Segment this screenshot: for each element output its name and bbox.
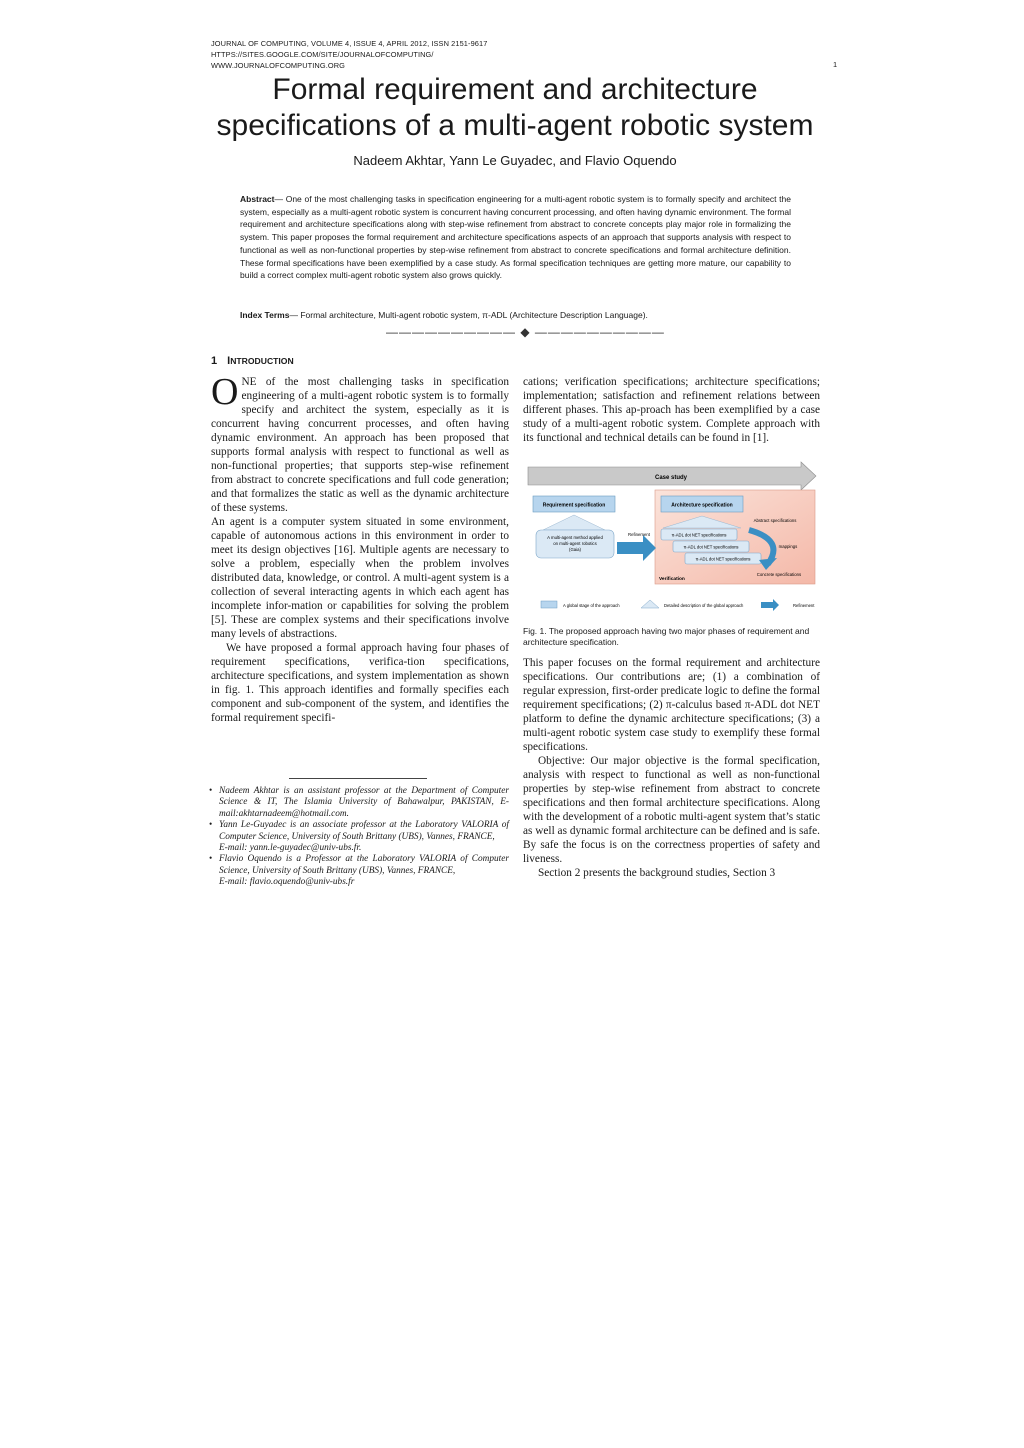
index-terms-label: Index Terms — [240, 310, 290, 320]
requirement-detail-triangle — [543, 515, 605, 530]
architecture-stage-label: Architecture specification — [671, 502, 733, 509]
legend-stage-swatch — [541, 601, 557, 608]
author-footnote — [211, 820, 509, 843]
concrete-specs-label: Concrete specifications — [756, 572, 802, 577]
footnote-rule — [289, 778, 427, 779]
legend-refinement-label: Refinement — [793, 603, 815, 608]
journal-header-line2: HTTPS://SITES.GOOGLE.COM/SITE/JOURNALOFCOMPUTING/ — [211, 50, 434, 59]
legend-refinement-swatch — [761, 599, 779, 611]
legend-stage-label: A global stage of the approach — [563, 603, 620, 608]
section-heading-introduction — [211, 355, 294, 367]
footnote-text: Yann Le-Guyadec is an associate professor at the Laboratory VALORIA of Computer Science, University of South Brittany (UBS), Vannes, FRANCE, — [219, 820, 509, 842]
footnote-text: Flavio Oquendo is a Professor at the Laboratory VALORIA of Computer Science, University of South Brittany (UBS), Vannes, FRANCE, — [219, 854, 509, 876]
drop-cap: O — [211, 371, 239, 413]
intro-paragraph-1-text: NE of the most challenging tasks in specification engineering of a multi-agent robotic system is to formally specify and architect the system, especially as it is concurrent having concurrent processes, and often having dynamic environment. An approach has been proposed that supports formal analysis with respect to functional as well as non-functional properties; that supports step-wise refinement from abstract to concrete specifications and full code generation; and that formalizes the static as well as the dynamic architecture of these systems. — [211, 376, 509, 514]
footnote-bullet: • — [209, 786, 213, 796]
footnote-text: Nadeem Akhtar is an assistant professor at the Department of Computer Science & IT, The Islamia University of Bahawalpur, PAKISTAN, E-mail:akhtarnadeem@hotmail.com. — [219, 786, 509, 819]
author-footnote — [211, 786, 509, 820]
refinement-label: Refinement — [628, 532, 650, 537]
spec-box-1-label: π-ADL dot NET specifications — [671, 532, 727, 538]
refinement-arrow — [617, 535, 656, 561]
requirement-stage-label: Requirement specification — [542, 502, 606, 509]
journal-header-line1: JOURNAL OF COMPUTING, VOLUME 4, ISSUE 4, APRIL 2012, ISSN 2151-9617 — [211, 39, 488, 48]
intro-paragraph-1 — [211, 371, 509, 515]
section-number: 1 — [211, 355, 218, 367]
author-footnote — [211, 843, 509, 854]
footnote-bullet: • — [209, 820, 213, 831]
journal-header-line3: WWW.JOURNALOFCOMPUTING.ORG — [211, 61, 345, 70]
outline-paragraph: Section 2 presents the background studies, Section 3 — [538, 867, 776, 879]
legend-detail-swatch — [641, 600, 659, 608]
index-terms-text: — Formal architecture, Multi-agent robotic system, π-ADL (Architecture Description Language). — [289, 310, 648, 320]
footnote-text: E-mail: yann.le-guyadec@univ-ubs.fr. — [219, 843, 362, 854]
intro-paragraph-continued: cations; verification specifications; architecture specifications; implementation; satisfaction and refinement relations between different phases. This ap-proach has been exemplified by a case study of a multi-agent robotic system. Complete approach with its functional and technical details can be found in [1]. — [523, 376, 820, 444]
author-footnote — [211, 877, 509, 888]
section-title-rest: NTRODUCTION — [230, 356, 294, 366]
mappings-label: mappings — [778, 544, 798, 549]
case-study-label: Case study — [654, 475, 688, 481]
page-number: 1 — [833, 60, 838, 69]
abstract — [240, 193, 791, 282]
figure-caption: Fig. 1. The proposed approach having two major phases of requirement and architecture specification. — [523, 626, 810, 647]
footnote-bullet: • — [209, 854, 213, 865]
right-column-top — [523, 375, 820, 445]
right-column-bottom — [523, 656, 820, 880]
index-terms — [240, 309, 791, 322]
approach-figure — [523, 460, 823, 618]
section-separator: —————————— ◆ —————————— — [386, 325, 665, 339]
spec-box-2-label: π-ADL dot NET specifications — [683, 544, 739, 550]
section-title-initial: I — [227, 355, 231, 367]
abstract-specs-label: Abstract specifications — [753, 518, 797, 523]
author-footnote — [211, 854, 509, 877]
paper-title — [150, 72, 880, 144]
gaia-method-line1: A multi-agent method applied — [547, 535, 603, 540]
contributions-paragraph: This paper focuses on the formal requirement and architecture specifications. Our contributions are; (1) a combination of regular expression, first-order predicate logic to define the formal requirement specifications; (2) π-calculus based π-ADL dot NET platform to define the dynamic architecture specifications; (3) a multi-agent robotic system case study to exemplify these formal specifications. — [523, 657, 820, 753]
abstract-text: — One of the most challenging tasks in specification engineering for a multi-agent robotic system is to formally specify and architect the system, especially as a multi-agent robotic system is concurrent having concurrent processing, and often having dynamic environment. The formal requirement and architecture specifications along with step-wise refinement from abstract to concrete concepts play major role in formalizing the system. This paper proposes the formal requirement and architecture specifications aspects of an approach that supports analysis with respect to functional as well as non-functional properties by step-wise refinement from abstract to concrete specifications and formal architecture definition. These formal specifications have been exemplified by a case study. As formal specification techniques are getting more mature, our capability to build a correct complex multi-agent robotic system also grows quickly. — [240, 194, 791, 281]
abstract-label: Abstract — [240, 194, 275, 204]
gaia-method-line3: (Gaia) — [569, 547, 581, 552]
intro-paragraph-3: We have proposed a formal approach having four phases of requirement specifications, verifica-tion specifications, architecture specifications, and system implementation as shown in fig. 1. This approach identifies and formally specifies each component and sub-component of the system, and identifies the formal requirement specifi- — [211, 642, 509, 724]
intro-paragraph-2: An agent is a computer system situated in some environment, capable of autonomous actions in this environment in order to meet its design objectives [16]. Multiple agents are necessary to solve a problem, especially when the problem involves distributed data, knowledge, or control. A multi-agent system is a collection of several interacting agents in which each agent has incomplete infor-mation or capabilities for solving the problem [5]. These are complex systems and their specifications involve many levels of abstractions. — [211, 516, 509, 640]
gaia-method-line2: on multi-agent robotics — [553, 541, 597, 546]
author-footnotes — [211, 786, 509, 889]
author-list: Nadeem Akhtar, Yann Le Guyadec, and Flavio Oquendo — [353, 153, 677, 168]
objective-paragraph: Objective: Our major objective is the formal specification, analysis with respect to functional as well as non-functional properties by step-wise refinement from abstract to concrete specifications and then formal architecture specifications. Along with the development of a robotic multi-agent system that’s static as well as dynamic formal architecture can be defined and is safe. By safe the focus is on the correctness properties of safety and liveness. — [523, 755, 820, 865]
title-line1: Formal requirement and architecture — [272, 73, 758, 106]
verification-label: Verification — [659, 577, 685, 582]
title-line2: specifications of a multi-agent robotic system — [216, 109, 814, 142]
spec-box-3-label: π-ADL dot NET specifications — [695, 556, 751, 562]
footnote-text: E-mail: flavio.oquendo@univ-ubs.fr — [219, 877, 355, 888]
left-column — [211, 371, 509, 725]
legend-detail-label: Detailed description of the global approach — [664, 603, 744, 608]
